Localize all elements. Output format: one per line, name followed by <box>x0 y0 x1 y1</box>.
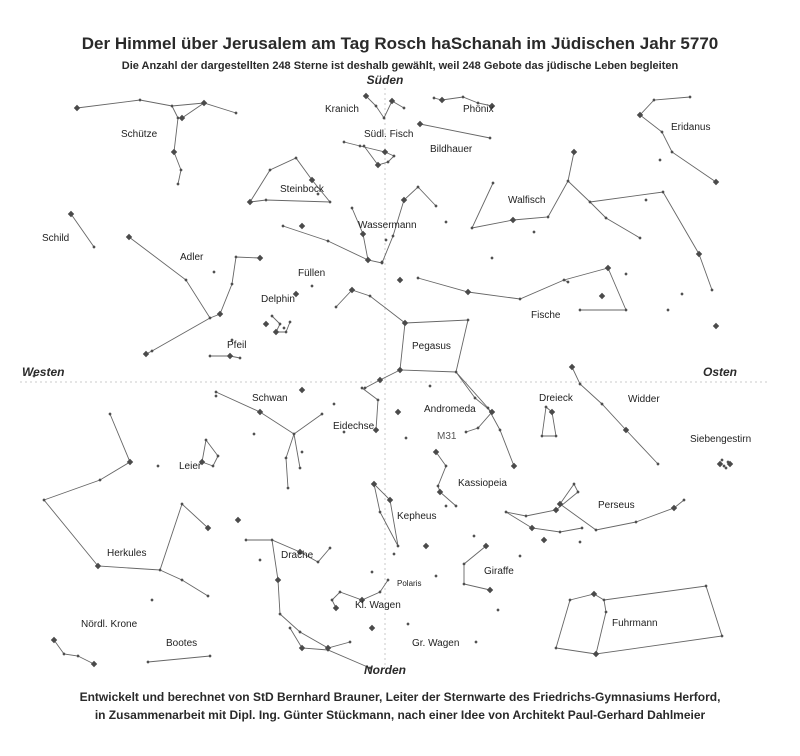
label-eridanus: Eridanus <box>671 122 711 133</box>
figure-line-schwan3 <box>294 434 300 468</box>
star-pfeil-2 <box>238 356 241 359</box>
star-bildhauer-1 <box>488 136 491 139</box>
star-extra-35 <box>658 158 661 161</box>
star-krone-2 <box>76 654 79 657</box>
label-fuhrmann: Fuhrmann <box>612 618 658 629</box>
star-extra-10 <box>214 394 217 397</box>
star-schwan-0 <box>214 390 217 393</box>
star-extra-42 <box>392 552 395 555</box>
figure-line-schuetze3 <box>182 103 204 118</box>
figure-line-kassiopeia <box>436 452 456 506</box>
star-extra-13 <box>332 402 335 405</box>
figure-line-andromeda <box>456 372 492 432</box>
star-extra-28 <box>541 537 547 543</box>
label-perseus: Perseus <box>598 500 635 511</box>
figure-line-pfeil <box>210 356 240 358</box>
star-extra-48 <box>717 461 723 467</box>
direction-east: Osten <box>703 365 738 379</box>
star-schuetze2-2 <box>171 149 177 155</box>
star-pegasus-3 <box>397 367 403 373</box>
figure-line-kepheus <box>374 484 398 546</box>
label-siebengestirn: Siebengestirn <box>690 434 752 445</box>
label-andromeda: Andromeda <box>424 404 476 415</box>
star-schwan2-1 <box>284 456 287 459</box>
star-walfisch-1 <box>470 226 473 229</box>
figure-line-bootes <box>148 656 210 662</box>
star-klwagen-5 <box>333 605 339 611</box>
figure-line-walfisch2 <box>568 152 574 181</box>
star-fische-1 <box>465 289 471 295</box>
star-wassermann-1 <box>326 239 329 242</box>
star-dreieck-3 <box>540 434 543 437</box>
star-leier-2 <box>211 464 214 467</box>
star-herkules-2 <box>127 459 133 465</box>
star-schuetze3-1 <box>179 115 185 121</box>
star-herkules-3 <box>108 412 111 415</box>
label-fuellen: Füllen <box>298 268 326 279</box>
star-herkules2-2 <box>158 568 161 571</box>
star-extra-18 <box>404 436 407 439</box>
figure-line-schwan2 <box>286 434 294 488</box>
direction-south: Süden <box>366 73 404 87</box>
star-extra-8 <box>263 321 269 327</box>
star-extra-41 <box>370 570 373 573</box>
star-fische2-1 <box>566 280 569 283</box>
star-schwan-1 <box>257 409 263 415</box>
star-fische-5 <box>624 308 627 311</box>
star-walfisch-3 <box>546 215 549 218</box>
star-kassiopeia-2 <box>436 484 439 487</box>
star-schuetze-0 <box>74 105 80 111</box>
star-bootes-0 <box>146 660 149 663</box>
star-extra-22 <box>434 574 437 577</box>
label-pfeil: Pfeil <box>227 340 247 351</box>
star-perseus-7 <box>634 520 637 523</box>
figure-line-perseus <box>506 484 684 530</box>
star-suedlfisch-5 <box>375 162 381 168</box>
page-title: Der Himmel über Jerusalem am Tag Rosch haSchanah im Jüdischen Jahr 5770 <box>81 34 719 53</box>
credit-line-2: in Zusammenarbeit mit Dipl. Ing. Günter Stückmann, nach einer Idee von Architekt Paul-Gerhard Dahlmeier <box>94 708 706 722</box>
star-extra-46 <box>150 598 153 601</box>
star-extra-12 <box>299 387 305 393</box>
star-eridanus-0 <box>688 95 691 98</box>
page-subtitle: Die Anzahl der dargestellten 248 Sterne ist deshalb gewählt, weil 248 Gebote das jüdische Leben begleiten <box>121 60 679 72</box>
star-giraffe-2 <box>462 582 465 585</box>
star-extra-39 <box>490 256 493 259</box>
label-noerdl-krone: Nördl. Krone <box>81 619 138 630</box>
star-eridanus2-1 <box>696 251 702 257</box>
star-extra-17 <box>428 384 431 387</box>
star-kepheus-2 <box>396 544 399 547</box>
star-delphin-4 <box>288 320 291 323</box>
star-pfeil-0 <box>208 354 211 357</box>
star-andromeda-4 <box>464 430 467 433</box>
figure-line-krone <box>54 640 94 664</box>
star-wassermann2-1 <box>360 231 366 237</box>
star-widder-0 <box>569 364 575 370</box>
star-extra-31 <box>680 292 683 295</box>
star-fuhrmann2-1 <box>554 646 557 649</box>
label-phoenix: Phönix <box>463 104 494 115</box>
star-extra-20 <box>423 543 429 549</box>
label-schuetze: Schütze <box>121 129 158 140</box>
star-suedlfisch-1 <box>358 144 361 147</box>
star-fuhrmann-4 <box>593 651 599 657</box>
star-extra-33 <box>666 308 669 311</box>
star-giraffe-3 <box>487 587 493 593</box>
label-schild: Schild <box>42 233 70 244</box>
star-fuhrmann-1 <box>591 591 597 597</box>
star-phoenix-2 <box>461 95 464 98</box>
star-extra-37 <box>532 230 535 233</box>
label-walfisch: Walfisch <box>508 195 546 206</box>
star-krone-0 <box>51 637 57 643</box>
star-schuetze-4 <box>234 111 237 114</box>
label-gr-wagen: Gr. Wagen <box>412 638 460 649</box>
label-bootes: Bootes <box>166 638 198 649</box>
label-kranich: Kranich <box>325 104 359 115</box>
star-schuetze-3 <box>201 100 207 106</box>
star-phoenix-0 <box>432 96 435 99</box>
star-extra-40 <box>397 277 403 283</box>
label-schwan: Schwan <box>252 393 288 404</box>
star-eridanus-5 <box>713 179 719 185</box>
figure-line-bildhauer <box>420 124 490 138</box>
star-suedlfisch-0 <box>342 140 345 143</box>
star-extra-32 <box>713 323 719 329</box>
figure-line-pegasus3 <box>365 370 400 388</box>
label-suedl-fisch: Südl. Fisch <box>364 129 414 140</box>
star-perseus2-1 <box>529 525 535 531</box>
star-extra-5 <box>310 284 313 287</box>
star-extra-14 <box>300 450 303 453</box>
star-fuhrmann-0 <box>568 598 571 601</box>
star-fische-2 <box>518 297 521 300</box>
star-dreieck-2 <box>554 434 557 437</box>
star-fische-0 <box>416 276 419 279</box>
star-kassiopeia-0 <box>433 449 439 455</box>
star-schuetze2-4 <box>176 182 179 185</box>
star-extra-53 <box>720 458 723 461</box>
figure-line-fische <box>418 268 626 310</box>
star-perseus2-3 <box>580 526 583 529</box>
star-fische-3 <box>562 278 565 281</box>
figure-line-widder <box>572 367 658 464</box>
star-delphin-2 <box>273 329 279 335</box>
star-pegasus4-2 <box>498 428 501 431</box>
credit-line-1: Entwickelt und berechnet von StD Bernhard Brauner, Leiter der Sternwarte des Friedrichs-Gymnasiums Herford, <box>79 690 721 704</box>
figure-line-perseus2 <box>506 512 582 532</box>
label-m31: M31 <box>437 431 457 442</box>
star-bootes-1 <box>208 654 211 657</box>
star-schwan3-1 <box>298 466 301 469</box>
star-drache-1 <box>270 538 273 541</box>
figure-line-herkules2 <box>44 500 208 570</box>
star-wassermann-2 <box>365 257 371 263</box>
star-extra-34 <box>644 198 647 201</box>
label-dreieck: Dreieck <box>539 393 573 404</box>
star-eridanus2-0 <box>710 288 713 291</box>
direction-west: Westen <box>22 365 65 379</box>
star-fuhrmann-6 <box>704 584 707 587</box>
star-kranich-3 <box>389 98 395 104</box>
star-extra-9 <box>282 326 285 329</box>
figure-line-pegasus4 <box>456 372 514 466</box>
star-wassermann2-2 <box>350 206 353 209</box>
star-wassermann-0 <box>281 224 284 227</box>
figure-line-herkules <box>44 414 130 500</box>
label-widder: Widder <box>628 394 660 405</box>
star-walfisch-2 <box>510 217 516 223</box>
stars <box>32 93 733 670</box>
star-schwan2-2 <box>286 486 289 489</box>
star-extra-29 <box>578 540 581 543</box>
star-perseus2-2 <box>558 530 561 533</box>
figure-line-eridanus <box>640 97 716 182</box>
star-schuetze-2 <box>170 104 173 107</box>
label-leier: Leier <box>179 461 202 472</box>
label-fische: Fische <box>531 310 561 321</box>
star-extra-44 <box>235 517 241 523</box>
star-schuetze-1 <box>138 98 141 101</box>
star-extra-21 <box>472 534 475 537</box>
star-adler2-2 <box>143 351 149 357</box>
figure-line-adler2 <box>146 318 210 354</box>
label-herkules: Herkules <box>107 548 147 559</box>
star-drache2-1 <box>275 577 281 583</box>
star-fuhrmann-5 <box>720 634 723 637</box>
star-extra-30 <box>624 272 627 275</box>
star-extra-26 <box>474 640 477 643</box>
star-extra-43 <box>258 558 261 561</box>
star-adler-5 <box>234 255 237 258</box>
label-wassermann: Wassermann <box>358 220 417 231</box>
figure-line-eridanus2 <box>590 192 712 290</box>
label-polaris: Polaris <box>397 579 422 588</box>
star-schuetze2-3 <box>179 168 182 171</box>
label-steinbock: Steinbock <box>280 184 324 195</box>
star-kepheus-1 <box>378 510 381 513</box>
star-schild-0 <box>68 211 74 217</box>
star-fische-4 <box>605 265 611 271</box>
star-krone-3 <box>91 661 97 667</box>
figure-line-adler <box>129 237 260 318</box>
star-steinbock-5 <box>264 198 267 201</box>
star-extra-24 <box>369 625 375 631</box>
figure-line-fuhrmann2 <box>556 600 596 654</box>
star-extra-36 <box>599 293 605 299</box>
star-delphin-3 <box>284 330 287 333</box>
star-walfisch2-1 <box>571 149 577 155</box>
label-eidechse: Eidechse <box>333 421 375 432</box>
star-pegasus3-1 <box>377 377 383 383</box>
star-extra-6 <box>212 270 215 273</box>
star-fische-6 <box>578 308 581 311</box>
figure-line-schuetze <box>77 100 236 113</box>
star-extra-38 <box>444 220 447 223</box>
figure-line-schild <box>71 214 94 247</box>
label-drache: Drache <box>281 550 314 561</box>
star-pfeil-1 <box>227 353 233 359</box>
label-kassiopeia: Kassiopeia <box>458 478 507 489</box>
label-adler: Adler <box>180 252 204 263</box>
star-extra-16 <box>395 409 401 415</box>
star-extra-23 <box>518 554 521 557</box>
star-suedlfisch-2 <box>382 149 388 155</box>
star-pegasus-1 <box>466 318 469 321</box>
star-adler-4 <box>230 282 233 285</box>
star-extra-45 <box>156 464 159 467</box>
star-extra-11 <box>252 432 255 435</box>
star-extra-25 <box>406 622 409 625</box>
label-giraffe: Giraffe <box>484 566 514 577</box>
star-extra-0 <box>299 223 305 229</box>
star-drache2-5 <box>348 640 351 643</box>
figure-line-walfisch <box>472 181 640 238</box>
star-phoenix-1 <box>439 97 445 103</box>
star-extra-27 <box>496 608 499 611</box>
star-adler-3 <box>217 311 223 317</box>
direction-north: Norden <box>364 663 406 677</box>
label-bildhauer: Bildhauer <box>430 144 473 155</box>
star-extra-19 <box>444 504 447 507</box>
star-wassermann-4 <box>391 234 394 237</box>
star-adler-6 <box>257 255 263 261</box>
label-pegasus: Pegasus <box>412 341 451 352</box>
star-fuhrmann-3 <box>604 610 607 613</box>
star-perseus-5 <box>557 501 563 507</box>
star-grwagen-1 <box>299 645 305 651</box>
label-kl-wagen: Kl. Wagen <box>355 600 401 611</box>
star-walfisch-0 <box>491 181 494 184</box>
figure-line-herkules3 <box>160 570 208 596</box>
label-delphin: Delphin <box>261 294 295 305</box>
star-drache-0 <box>244 538 247 541</box>
star-pegasus4-3 <box>511 463 517 469</box>
star-perseus-1 <box>524 514 527 517</box>
star-steinbock-0 <box>247 199 253 205</box>
star-bildhauer-0 <box>417 121 423 127</box>
label-kepheus: Kepheus <box>397 511 437 522</box>
